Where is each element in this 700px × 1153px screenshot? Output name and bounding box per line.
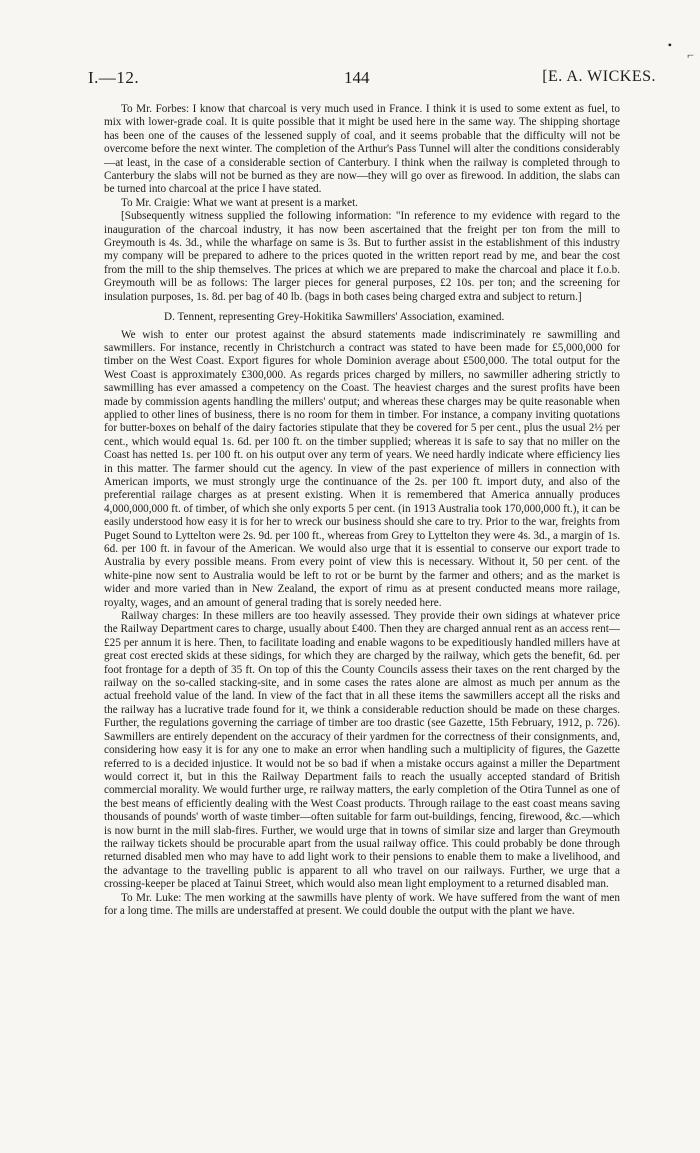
paragraph-craigie: To Mr. Craigie: What we want at present is a market. (121, 196, 358, 209)
paragraph-protest: We wish to enter our protest against the absurd statements made indiscriminately re sawmilling and sawmillers. For instance, recently in Christchurch a contract was stated to have been made for £5,000,000 for timber on the West Coast. Export figures for whole Dominion average about £500,000. The total output for the West Coast is approximately £300,000. As regards prices charged by millers, no sawmiller adhering strictly to sawmilling has ever amassed a competency on the Coast. The heaviest charges and the surest profits have been made by commission agents handling the millers' output; and whereas these charges may be quite reasonable when applied to other lines of business, there is no room for them in timber. For instance, a company inviting quotations for butter-boxes on behalf of the dairy factories stipulate that they be covered for 5 per cent., plus the usual 2½ per cent., which would equal 1s. 6d. per 100 ft. on the timber supplied; whereas it is safe to say that no miller on the Coast has netted 1s. per 100 ft. on his output over any term of years. We need hardly indicate where efficiency lies in this matter. The farmer should cut the agency. In view of the past experience of millers in connection with American imports, we must strongly urge the continuance of the 2s. per 100 ft. import duty, and also of the preferential railage charges as at present existing. When it is remembered that America annually produces 4,000,000,000 ft. of timber, of which she only exports 5 per cent. (in 1913 Australia took 170,000,000 ft.), it can be easily understood how easy it is for her to wreck our business should she care to try. Prior to the war, freights from Puget Sound to Lyttelton were 2s. 9d. per 100 ft., whereas from Grey to Lyttelton they were 4s. 3d., a margin of 1s. 6d. per 100 ft. in favour of the American. We would also urge that it is essential to conserve our export trade to Australia by every possible means. From every point of view this is necessary. Without it, 50 per cent. of the white-pine now sent to Australia would be left to rot or be burnt by the farmer and others; and as the market is wider and more varied than in New Zealand, the export of rimu as at present conducted means more railage, royalty, wages, and an amount of general trading that is sorely needed here. (104, 328, 620, 609)
page-header (88, 68, 656, 94)
witness-name: [E. A. WICKES. (542, 68, 656, 85)
paragraph-railway-charges: Railway charges: In these millers are too heavily assessed. They provide their own sidings at whatever price the Railway Department cares to charge, usually about £400. Then they are charged annual rent as an access rent—£25 per annum it is here. Then, to facilitate loading and enable wagons to be expeditiously handled millers have at great cost erected skids at these sidings, for which they are charged by the railway, which gets the benefit, 6d. per foot frontage for a depth of 35 ft. On top of this the County Councils assess their taxes on the rent charged by the railway on the so-called stacking-site, and in some cases the rates alone are almost as much per annum as the actual freehold value of the land. In view of the fact that in all these items the sawmillers accept all the risks and the railway has a lucrative trade found for it, we think a considerable reduction should be made on these charges. Further, the regulations governing the carriage of timber are too drastic (see Gazette, 15th February, 1912, p. 726). Sawmillers are entirely dependent on the accuracy of their yardmen for the correctness of their consignments, and, considering how easy it is for any one to make an error when handling such a multiplicity of figures, the Gazette referred to is a decided injustice. It would not be so bad if when a mistake occurs against a miller the Department would correct it, but in this the Railway Department fails to reach the usually accepted standard of British commercial morality. We would further urge, re railway matters, the early completion of the Otira Tunnel as one of the best means of efficiently dealing with the West Coast products. Through railage to the east coast means saving thousands of pounds' worth of waste timber—often suitable for farm out-buildings, fencing, firewood, &c.—which is now burnt in the mill slab-fires. Further, we would urge that in towns of similar size and larger than Greymouth the railway tickets should be procurable apart from the usual railway office. This could probably be done through returned disabled men who may have to add light work to their pensions to enable them to make a livelihood, and the advantage to the travelling public is apparent to all who travel on our railways. Further, we urge that a crossing-keeper be placed at Tainui Street, which would also mean light employment to a returned disabled man. (104, 610, 620, 891)
page-number: 144 (344, 68, 370, 87)
page-dot-mark: • (667, 38, 672, 52)
series-reference: I.—12. (88, 68, 140, 87)
paragraph-luke: To Mr. Luke: The men working at the sawmills have plenty of work. We have suffered from the want of men for a long time. The mills are understaffed at present. We could double the output with the plant we have. (104, 891, 620, 917)
paragraph-forbes: To Mr. Forbes: I know that charcoal is very much used in France. I think it is used to some extent as fuel, to mix with lower-grade coal. It is quite possible that it might be used here in the same way. The shipping shortage has been one of the causes of the lessened supply of coal, and it seems probable that the difficulty will not be overcome before the next winter. The completion of the Arthur's Pass Tunnel will alter the conditions considerably—at least, in the case of a considerable section of Canterbury. I think when the railway is completed through to Canterbury the slabs will not be burned as they are now—they will go over as firewood. In addition, the slabs can be turned into charcoal at the price I have stated. (104, 103, 620, 196)
page-edge-mark: ⌐ (687, 48, 694, 62)
document-body (104, 103, 620, 918)
section-heading: D. Tennent, representing Grey-Hokitika Sawmillers' Association, examined. (164, 311, 505, 324)
paragraph-subsequent-information: [Subsequently witness supplied the following information: "In reference to my evidence with regard to the inauguration of the charcoal industry, it has now been ascertained that the freight per ton from the mill to Greymouth is 4s. 3d., while the wharfage on same is 3s. But to further assist in the establishment of this industry my company will be prepared to adhere to the prices quoted in the written report read by me, and bear the cost from the mill to the ship themselves. The prices at which we are prepared to make the charcoal and place it f.o.b. Greymouth will be as follows: The larger pieces for general purposes, £2 10s. per ton; and the screening for insulation purposes, 1s. 8d. per bag of 40 lb. (bags in both cases being charged extra and subject to return.] (104, 210, 620, 303)
